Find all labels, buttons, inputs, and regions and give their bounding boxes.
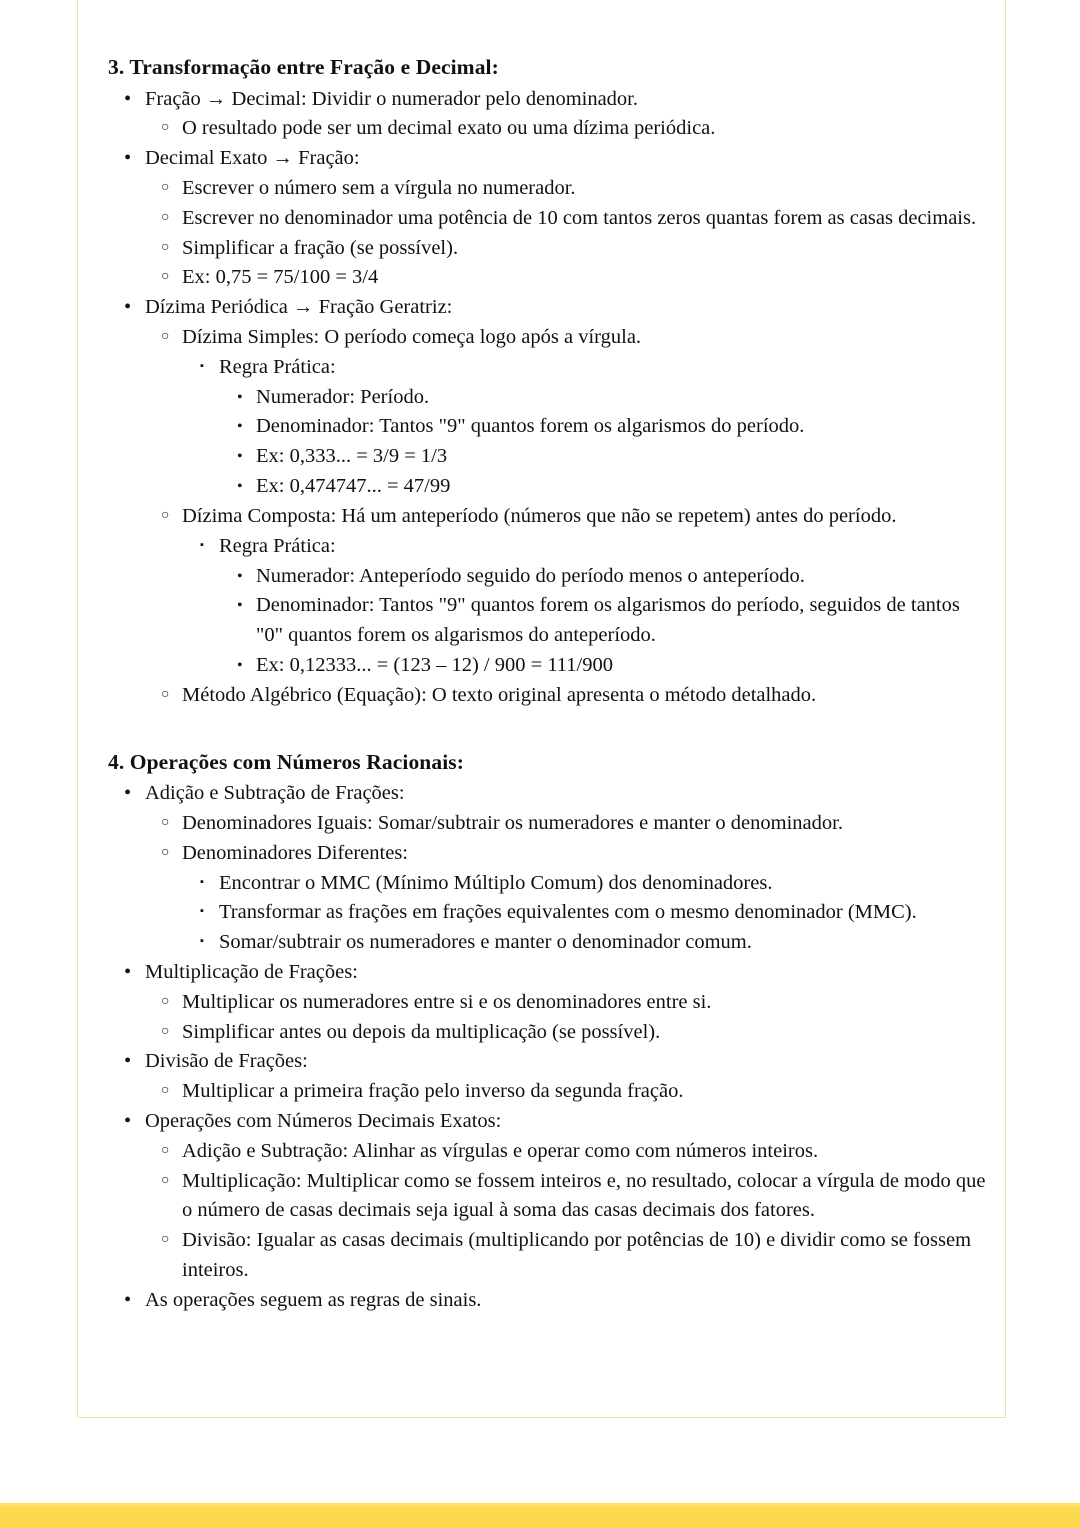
list-item [108, 442, 988, 472]
list-item [108, 898, 988, 928]
list-item-text: Denominador: Tantos "9" quantos forem os algarismos do período, seguidos de tantos "0" quantos forem os algarismos do anteperíodo. [256, 594, 960, 647]
list-item-text: Ex: 0,333... = 3/9 = 1/3 [256, 445, 448, 468]
list-item-text: Escrever no denominador uma potência de 10 com tantos zeros quantas forem as casas decimais. [182, 206, 977, 229]
list-item [108, 869, 988, 899]
section-list [108, 85, 988, 711]
list-item-text: Decimal Exato → Fração: [145, 147, 360, 170]
list-item-text: Somar/subtrair os numeradores e manter o denominador comum. [219, 931, 752, 954]
list-item [108, 502, 988, 532]
section-spacer [108, 711, 988, 747]
list-item-text: O resultado pode ser um decimal exato ou uma dízima periódica. [182, 117, 716, 140]
circle-bullet-icon: ○ [161, 507, 170, 523]
square-bullet-icon: ▪ [200, 538, 204, 551]
list-item [108, 204, 988, 234]
list-item [108, 293, 988, 323]
list-item [108, 532, 988, 562]
list-item [108, 651, 988, 681]
disc-bullet-icon: • [124, 1288, 132, 1311]
list-item [108, 681, 988, 711]
list-item [108, 472, 988, 502]
list-item [108, 809, 988, 839]
list-item [108, 988, 988, 1018]
disc-bullet-icon: • [124, 1110, 132, 1133]
circle-bullet-icon: ○ [161, 686, 170, 702]
list-item-text: Numerador: Período. [256, 385, 430, 408]
list-item-text: Dízima Simples: O período começa logo após a vírgula. [182, 326, 642, 349]
list-item-text: Adição e Subtração: Alinhar as vírgulas e operar como com números inteiros. [182, 1139, 819, 1162]
disc-bullet-icon: • [124, 782, 132, 805]
list-item-text: Multiplicar os numeradores entre si e os denominadores entre si. [182, 990, 712, 1013]
list-item [108, 412, 988, 442]
list-item-text: Multiplicar a primeira fração pelo inverso da segunda fração. [182, 1080, 684, 1103]
circle-bullet-icon: ○ [161, 120, 170, 136]
dot-bullet-icon: • [237, 597, 243, 615]
list-item [108, 383, 988, 413]
list-item-text: Numerador: Anteperíodo seguido do período menos o anteperíodo. [256, 564, 805, 587]
disc-bullet-icon: • [124, 1050, 132, 1073]
disc-bullet-icon: • [124, 87, 132, 110]
list-item [108, 1077, 988, 1107]
list-item [108, 1167, 988, 1227]
dot-bullet-icon: • [237, 567, 243, 585]
bottom-accent-bar [0, 1503, 1080, 1528]
list-item-text: Encontrar o MMC (Mínimo Múltiplo Comum) dos denominadores. [219, 871, 773, 894]
circle-bullet-icon: ○ [161, 814, 170, 830]
disc-bullet-icon: • [124, 296, 132, 319]
list-item-text: Divisão: Igualar as casas decimais (multiplicando por potências de 10) e dividir como se fossem inteiros. [182, 1229, 972, 1282]
circle-bullet-icon: ○ [161, 179, 170, 195]
list-item [108, 353, 988, 383]
list-item-text: Divisão de Frações: [145, 1050, 308, 1073]
list-item [108, 1286, 988, 1316]
circle-bullet-icon: ○ [161, 1083, 170, 1099]
circle-bullet-icon: ○ [161, 1232, 170, 1248]
list-item [108, 1226, 988, 1286]
bottom-accent-bar-highlight [0, 1503, 1080, 1507]
list-item-text: Multiplicação de Frações: [145, 960, 358, 983]
list-item-text: Ex: 0,12333... = (123 – 12) / 900 = 111/900 [256, 653, 613, 676]
dot-bullet-icon: • [237, 478, 243, 496]
list-item [108, 1107, 988, 1137]
list-item-text: Regra Prática: [219, 534, 336, 557]
list-item-text: Denominadores Diferentes: [182, 841, 408, 864]
circle-bullet-icon: ○ [161, 209, 170, 225]
list-item [108, 144, 988, 174]
list-item-text: Ex: 0,75 = 75/100 = 3/4 [182, 266, 379, 289]
list-item [108, 1018, 988, 1048]
square-bullet-icon: ▪ [200, 359, 204, 372]
list-item-text: Adição e Subtração de Frações: [145, 782, 405, 805]
list-item [108, 928, 988, 958]
dot-bullet-icon: • [237, 418, 243, 436]
list-item [108, 1047, 988, 1077]
list-item-text: Denominadores Iguais: Somar/subtrair os numeradores e manter o denominador. [182, 811, 843, 834]
list-item [108, 839, 988, 869]
list-item-text: Ex: 0,474747... = 47/99 [256, 475, 451, 498]
document-content [108, 52, 988, 1316]
circle-bullet-icon: ○ [161, 844, 170, 860]
list-item-text: As operações seguem as regras de sinais. [145, 1288, 482, 1311]
list-item-text: Simplificar a fração (se possível). [182, 236, 459, 259]
list-item-text: Regra Prática: [219, 355, 336, 378]
list-item [108, 234, 988, 264]
list-item-text: Escrever o número sem a vírgula no numerador. [182, 176, 576, 199]
list-item-text: Operações com Números Decimais Exatos: [145, 1110, 502, 1133]
dot-bullet-icon: • [237, 656, 243, 674]
dot-bullet-icon: • [237, 388, 243, 406]
circle-bullet-icon: ○ [161, 329, 170, 345]
list-item [108, 562, 988, 592]
square-bullet-icon: ▪ [200, 905, 204, 918]
list-item-text: Método Algébrico (Equação): O texto original apresenta o método detalhado. [182, 683, 817, 706]
list-item-text: Denominador: Tantos "9" quantos forem os algarismos do período. [256, 415, 805, 438]
list-item [108, 779, 988, 809]
circle-bullet-icon: ○ [161, 269, 170, 285]
list-item [108, 591, 988, 651]
list-item [108, 174, 988, 204]
circle-bullet-icon: ○ [161, 1142, 170, 1158]
section-heading: 4. Operações com Números Racionais: [108, 749, 465, 774]
list-item-text: Transformar as frações em frações equivalentes com o mesmo denominador (MMC). [219, 901, 917, 924]
list-item-text: Dízima Composta: Há um anteperíodo (números que não se repetem) antes do período. [182, 504, 897, 527]
section-list [108, 779, 988, 1316]
dot-bullet-icon: • [237, 448, 243, 466]
disc-bullet-icon: • [124, 960, 132, 983]
list-item-text: Dízima Periódica → Fração Geratriz: [145, 296, 453, 319]
list-item [108, 958, 988, 988]
list-item [108, 323, 988, 353]
square-bullet-icon: ▪ [200, 935, 204, 948]
circle-bullet-icon: ○ [161, 1023, 170, 1039]
list-item-text: Multiplicação: Multiplicar como se fossem inteiros e, no resultado, colocar a vírgula de modo que o número de casas decimais seja igual à soma das casas decimais dos fatores. [182, 1169, 986, 1222]
square-bullet-icon: ▪ [200, 875, 204, 888]
section-heading: 3. Transformação entre Fração e Decimal: [108, 55, 499, 79]
circle-bullet-icon: ○ [161, 993, 170, 1009]
list-item [108, 85, 988, 115]
list-item-text: Fração → Decimal: Dividir o numerador pelo denominador. [145, 87, 639, 110]
circle-bullet-icon: ○ [161, 1172, 170, 1188]
disc-bullet-icon: • [124, 147, 132, 170]
list-item-text: Simplificar antes ou depois da multiplicação (se possível). [182, 1020, 661, 1043]
circle-bullet-icon: ○ [161, 239, 170, 255]
list-item [108, 1137, 988, 1167]
list-item [108, 114, 988, 144]
list-item [108, 263, 988, 293]
